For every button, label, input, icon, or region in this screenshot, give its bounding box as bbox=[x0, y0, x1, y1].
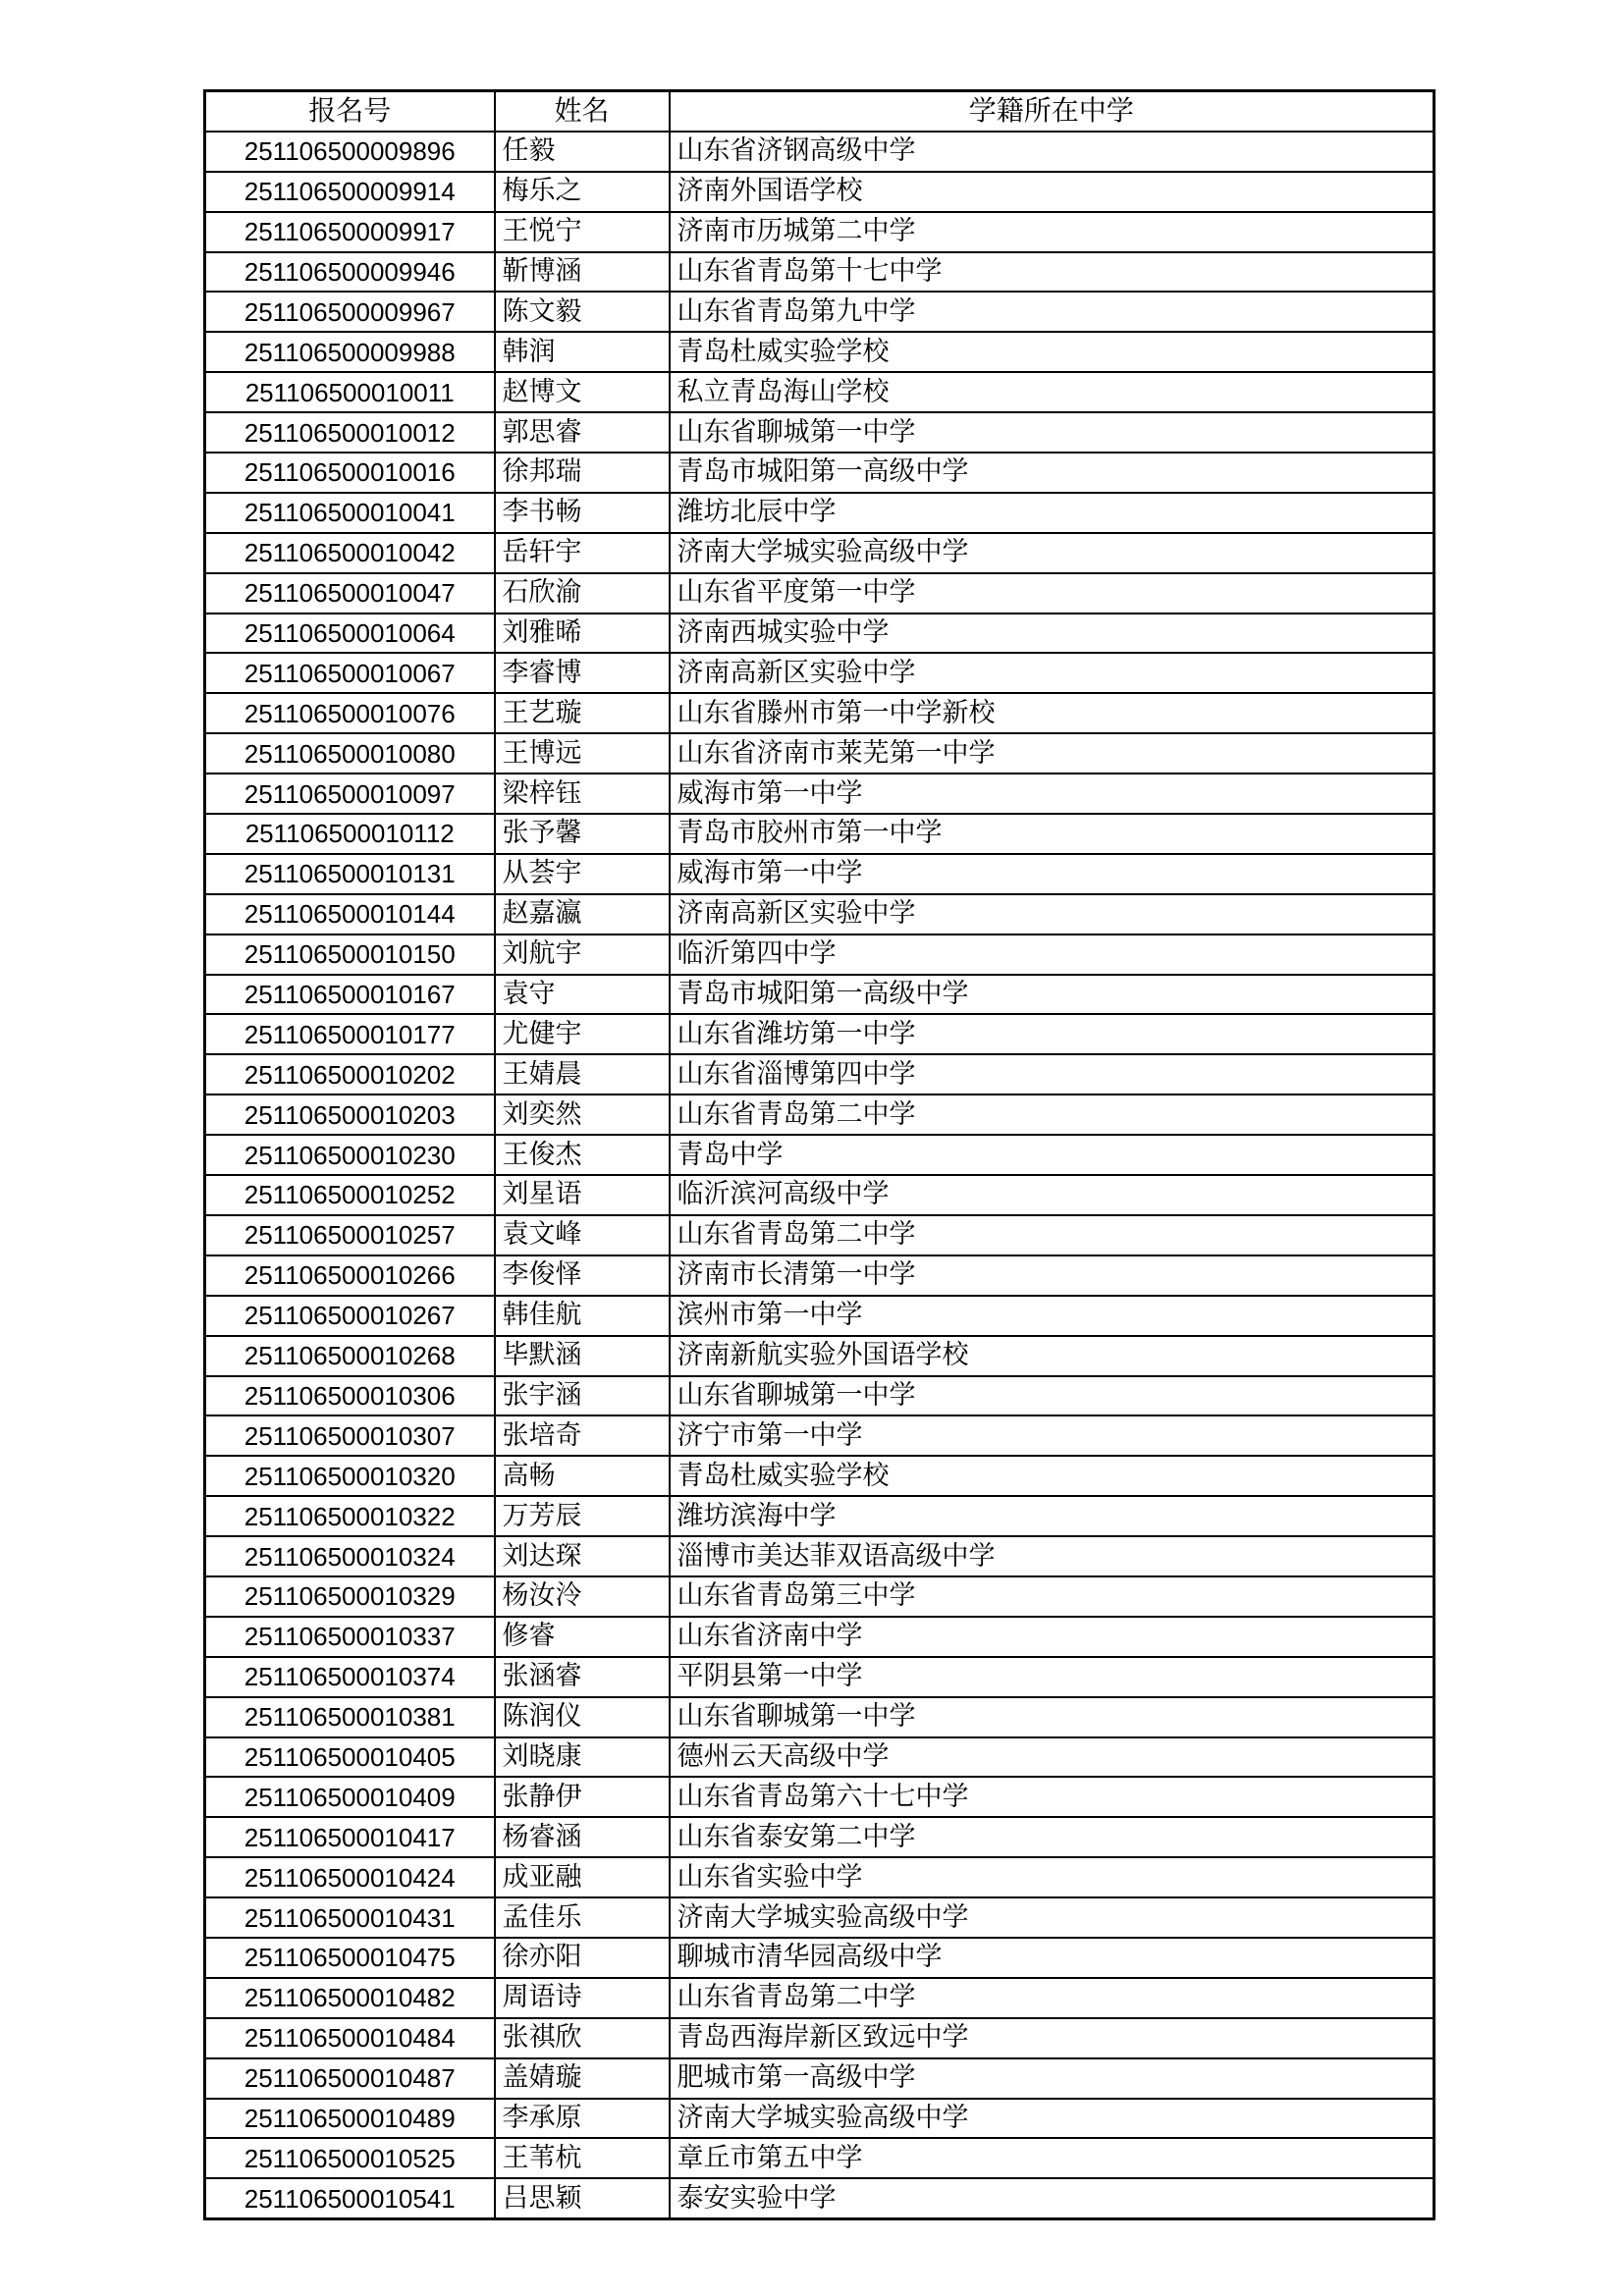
table-row bbox=[205, 172, 1435, 212]
school-name-cell: 私立青岛海山学校 bbox=[670, 372, 1435, 412]
student-name-cell: 韩润 bbox=[495, 332, 670, 372]
registration-number-cell: 251106500010097 bbox=[205, 774, 495, 814]
column-header-school: 学籍所在中学 bbox=[670, 91, 1435, 132]
school-name-cell: 济南高新区实验中学 bbox=[670, 653, 1435, 693]
student-name-cell: 岳轩宇 bbox=[495, 533, 670, 573]
student-name-cell: 梁梓钰 bbox=[495, 774, 670, 814]
student-name-cell: 刘晓康 bbox=[495, 1737, 670, 1778]
table-row bbox=[205, 1135, 1435, 1175]
table-row bbox=[205, 332, 1435, 372]
student-name-cell: 袁文峰 bbox=[495, 1215, 670, 1255]
school-name-cell: 山东省青岛第二中学 bbox=[670, 1978, 1435, 2018]
school-name-cell: 青岛西海岸新区致远中学 bbox=[670, 2018, 1435, 2058]
registration-number-cell: 251106500010417 bbox=[205, 1817, 495, 1857]
registration-number-cell: 251106500009946 bbox=[205, 252, 495, 293]
school-name-cell: 山东省平度第一中学 bbox=[670, 573, 1435, 614]
school-name-cell: 山东省聊城第一中学 bbox=[670, 412, 1435, 453]
table-row bbox=[205, 814, 1435, 854]
school-name-cell: 泰安实验中学 bbox=[670, 2178, 1435, 2218]
student-name-cell: 尤健宇 bbox=[495, 1014, 670, 1054]
registration-number-cell: 251106500010424 bbox=[205, 1857, 495, 1897]
table-row bbox=[205, 453, 1435, 493]
table-row bbox=[205, 1215, 1435, 1255]
student-name-cell: 石欣渝 bbox=[495, 573, 670, 614]
table-row bbox=[205, 934, 1435, 975]
table-row bbox=[205, 493, 1435, 533]
registration-number-cell: 251106500010064 bbox=[205, 614, 495, 654]
column-header-name: 姓名 bbox=[495, 91, 670, 132]
student-name-cell: 任毅 bbox=[495, 132, 670, 172]
table-row bbox=[205, 1336, 1435, 1376]
registration-number-cell: 251106500010475 bbox=[205, 1938, 495, 1978]
school-name-cell: 章丘市第五中学 bbox=[670, 2138, 1435, 2178]
registration-number-cell: 251106500010252 bbox=[205, 1175, 495, 1215]
registration-number-cell: 251106500010042 bbox=[205, 533, 495, 573]
student-name-cell: 王艺璇 bbox=[495, 693, 670, 733]
registration-number-cell: 251106500010482 bbox=[205, 1978, 495, 2018]
school-name-cell: 山东省实验中学 bbox=[670, 1857, 1435, 1897]
table-row bbox=[205, 1617, 1435, 1657]
school-name-cell: 威海市第一中学 bbox=[670, 774, 1435, 814]
school-name-cell: 潍坊滨海中学 bbox=[670, 1496, 1435, 1536]
table-row bbox=[205, 2138, 1435, 2178]
school-name-cell: 山东省青岛第二中学 bbox=[670, 1215, 1435, 1255]
table-row bbox=[205, 212, 1435, 252]
student-name-cell: 王悦宁 bbox=[495, 212, 670, 252]
registration-number-cell: 251106500009988 bbox=[205, 332, 495, 372]
table-body bbox=[205, 132, 1435, 2219]
registration-number-cell: 251106500010525 bbox=[205, 2138, 495, 2178]
school-name-cell: 山东省青岛第二中学 bbox=[670, 1095, 1435, 1135]
school-name-cell: 青岛杜威实验学校 bbox=[670, 1456, 1435, 1496]
header-row bbox=[205, 91, 1435, 132]
table-row bbox=[205, 132, 1435, 172]
school-name-cell: 威海市第一中学 bbox=[670, 854, 1435, 894]
registration-number-cell: 251106500010374 bbox=[205, 1657, 495, 1697]
student-name-cell: 赵嘉瀛 bbox=[495, 894, 670, 934]
registration-number-cell: 251106500010487 bbox=[205, 2058, 495, 2099]
registration-number-cell: 251106500010112 bbox=[205, 814, 495, 854]
student-name-cell: 刘达琛 bbox=[495, 1536, 670, 1576]
school-name-cell: 山东省青岛第六十七中学 bbox=[670, 1777, 1435, 1817]
registration-number-cell: 251106500010320 bbox=[205, 1456, 495, 1496]
table-row bbox=[205, 2058, 1435, 2099]
registration-number-cell: 251106500009967 bbox=[205, 292, 495, 332]
school-name-cell: 济南新航实验外国语学校 bbox=[670, 1336, 1435, 1376]
school-name-cell: 济南大学城实验高级中学 bbox=[670, 533, 1435, 573]
registration-number-cell: 251106500010131 bbox=[205, 854, 495, 894]
school-name-cell: 青岛杜威实验学校 bbox=[670, 332, 1435, 372]
table-row bbox=[205, 2018, 1435, 2058]
registration-number-cell: 251106500010167 bbox=[205, 975, 495, 1015]
school-name-cell: 临沂滨河高级中学 bbox=[670, 1175, 1435, 1215]
registration-number-cell: 251106500010080 bbox=[205, 733, 495, 774]
school-name-cell: 青岛市胶州市第一中学 bbox=[670, 814, 1435, 854]
registration-number-cell: 251106500009896 bbox=[205, 132, 495, 172]
student-name-cell: 李书畅 bbox=[495, 493, 670, 533]
table-row bbox=[205, 1175, 1435, 1215]
registration-number-cell: 251106500010150 bbox=[205, 934, 495, 975]
registration-number-cell: 251106500010431 bbox=[205, 1897, 495, 1938]
table-row bbox=[205, 1978, 1435, 2018]
student-name-cell: 高畅 bbox=[495, 1456, 670, 1496]
student-name-cell: 郭思睿 bbox=[495, 412, 670, 453]
registration-number-cell: 251106500010144 bbox=[205, 894, 495, 934]
school-name-cell: 青岛中学 bbox=[670, 1135, 1435, 1175]
student-name-cell: 杨汝泠 bbox=[495, 1576, 670, 1617]
registration-number-cell: 251106500010202 bbox=[205, 1054, 495, 1095]
school-name-cell: 潍坊北辰中学 bbox=[670, 493, 1435, 533]
table-row bbox=[205, 975, 1435, 1015]
table-row bbox=[205, 733, 1435, 774]
registration-number-cell: 251106500010268 bbox=[205, 1336, 495, 1376]
student-name-cell: 吕思颖 bbox=[495, 2178, 670, 2218]
registration-number-cell: 251106500010324 bbox=[205, 1536, 495, 1576]
table-row bbox=[205, 372, 1435, 412]
school-name-cell: 山东省济南市莱芜第一中学 bbox=[670, 733, 1435, 774]
school-name-cell: 济南高新区实验中学 bbox=[670, 894, 1435, 934]
student-name-cell: 陈润仪 bbox=[495, 1697, 670, 1737]
student-roster-table bbox=[203, 89, 1435, 2220]
table-row bbox=[205, 1817, 1435, 1857]
school-name-cell: 山东省聊城第一中学 bbox=[670, 1697, 1435, 1737]
school-name-cell: 德州云天高级中学 bbox=[670, 1737, 1435, 1778]
table-row bbox=[205, 1657, 1435, 1697]
table-row bbox=[205, 1857, 1435, 1897]
table-row bbox=[205, 653, 1435, 693]
school-name-cell: 山东省青岛第三中学 bbox=[670, 1576, 1435, 1617]
registration-number-cell: 251106500010484 bbox=[205, 2018, 495, 2058]
student-name-cell: 从荟宇 bbox=[495, 854, 670, 894]
registration-number-cell: 251106500010409 bbox=[205, 1777, 495, 1817]
school-name-cell: 济南西城实验中学 bbox=[670, 614, 1435, 654]
student-name-cell: 刘雅晞 bbox=[495, 614, 670, 654]
table-row bbox=[205, 1376, 1435, 1416]
student-name-cell: 袁守 bbox=[495, 975, 670, 1015]
table-row bbox=[205, 1255, 1435, 1296]
table-row bbox=[205, 854, 1435, 894]
registration-number-cell: 251106500010203 bbox=[205, 1095, 495, 1135]
table-row bbox=[205, 1737, 1435, 1778]
registration-number-cell: 251106500009917 bbox=[205, 212, 495, 252]
student-name-cell: 刘星语 bbox=[495, 1175, 670, 1215]
school-name-cell: 肥城市第一高级中学 bbox=[670, 2058, 1435, 2099]
school-name-cell: 山东省泰安第二中学 bbox=[670, 1817, 1435, 1857]
registration-number-cell: 251106500010322 bbox=[205, 1496, 495, 1536]
student-name-cell: 周语诗 bbox=[495, 1978, 670, 2018]
school-name-cell: 平阴县第一中学 bbox=[670, 1657, 1435, 1697]
table-row bbox=[205, 1938, 1435, 1978]
student-name-cell: 王博远 bbox=[495, 733, 670, 774]
table-row bbox=[205, 252, 1435, 293]
school-name-cell: 滨州市第一中学 bbox=[670, 1296, 1435, 1336]
student-name-cell: 徐亦阳 bbox=[495, 1938, 670, 1978]
table-row bbox=[205, 573, 1435, 614]
column-header-registration-number: 报名号 bbox=[205, 91, 495, 132]
registration-number-cell: 251106500010012 bbox=[205, 412, 495, 453]
school-name-cell: 济南外国语学校 bbox=[670, 172, 1435, 212]
student-name-cell: 梅乐之 bbox=[495, 172, 670, 212]
student-name-cell: 修睿 bbox=[495, 1617, 670, 1657]
table-row bbox=[205, 1014, 1435, 1054]
school-name-cell: 济南市长清第一中学 bbox=[670, 1255, 1435, 1296]
student-name-cell: 李承原 bbox=[495, 2099, 670, 2139]
student-name-cell: 李俊怿 bbox=[495, 1255, 670, 1296]
student-name-cell: 毕默涵 bbox=[495, 1336, 670, 1376]
registration-number-cell: 251106500010067 bbox=[205, 653, 495, 693]
table-row bbox=[205, 1536, 1435, 1576]
school-name-cell: 聊城市清华园高级中学 bbox=[670, 1938, 1435, 1978]
school-name-cell: 山东省济钢高级中学 bbox=[670, 132, 1435, 172]
table-row bbox=[205, 774, 1435, 814]
student-name-cell: 张宇涵 bbox=[495, 1376, 670, 1416]
school-name-cell: 青岛市城阳第一高级中学 bbox=[670, 975, 1435, 1015]
school-name-cell: 山东省淄博第四中学 bbox=[670, 1054, 1435, 1095]
student-name-cell: 张静伊 bbox=[495, 1777, 670, 1817]
student-name-cell: 张予馨 bbox=[495, 814, 670, 854]
student-name-cell: 王婧晨 bbox=[495, 1054, 670, 1095]
table-row bbox=[205, 1777, 1435, 1817]
student-name-cell: 靳博涵 bbox=[495, 252, 670, 293]
registration-number-cell: 251106500010405 bbox=[205, 1737, 495, 1778]
school-name-cell: 山东省聊城第一中学 bbox=[670, 1376, 1435, 1416]
student-name-cell: 杨睿涵 bbox=[495, 1817, 670, 1857]
table-row bbox=[205, 2178, 1435, 2218]
table-row bbox=[205, 894, 1435, 934]
school-name-cell: 山东省青岛第九中学 bbox=[670, 292, 1435, 332]
registration-number-cell: 251106500009914 bbox=[205, 172, 495, 212]
table-header bbox=[205, 91, 1435, 132]
table-row bbox=[205, 614, 1435, 654]
school-name-cell: 青岛市城阳第一高级中学 bbox=[670, 453, 1435, 493]
registration-number-cell: 251106500010541 bbox=[205, 2178, 495, 2218]
student-name-cell: 盖婧璇 bbox=[495, 2058, 670, 2099]
registration-number-cell: 251106500010076 bbox=[205, 693, 495, 733]
table-row bbox=[205, 1697, 1435, 1737]
registration-number-cell: 251106500010257 bbox=[205, 1215, 495, 1255]
registration-number-cell: 251106500010381 bbox=[205, 1697, 495, 1737]
table-row bbox=[205, 1576, 1435, 1617]
student-name-cell: 张祺欣 bbox=[495, 2018, 670, 2058]
table-row bbox=[205, 1296, 1435, 1336]
registration-number-cell: 251106500010267 bbox=[205, 1296, 495, 1336]
table-row bbox=[205, 533, 1435, 573]
table-row bbox=[205, 693, 1435, 733]
student-name-cell: 张涵睿 bbox=[495, 1657, 670, 1697]
school-name-cell: 临沂第四中学 bbox=[670, 934, 1435, 975]
table-row bbox=[205, 1054, 1435, 1095]
school-name-cell: 山东省潍坊第一中学 bbox=[670, 1014, 1435, 1054]
student-name-cell: 韩佳航 bbox=[495, 1296, 670, 1336]
table-row bbox=[205, 1897, 1435, 1938]
registration-number-cell: 251106500010306 bbox=[205, 1376, 495, 1416]
student-name-cell: 刘奕然 bbox=[495, 1095, 670, 1135]
school-name-cell: 济南市历城第二中学 bbox=[670, 212, 1435, 252]
student-name-cell: 王俊杰 bbox=[495, 1135, 670, 1175]
registration-number-cell: 251106500010489 bbox=[205, 2099, 495, 2139]
school-name-cell: 济南大学城实验高级中学 bbox=[670, 1897, 1435, 1938]
student-name-cell: 王苇杭 bbox=[495, 2138, 670, 2178]
table-row bbox=[205, 412, 1435, 453]
student-name-cell: 李睿博 bbox=[495, 653, 670, 693]
student-name-cell: 万芳辰 bbox=[495, 1496, 670, 1536]
student-name-cell: 张培奇 bbox=[495, 1415, 670, 1456]
registration-number-cell: 251106500010230 bbox=[205, 1135, 495, 1175]
student-name-cell: 陈文毅 bbox=[495, 292, 670, 332]
student-name-cell: 孟佳乐 bbox=[495, 1897, 670, 1938]
registration-number-cell: 251106500010337 bbox=[205, 1617, 495, 1657]
student-name-cell: 刘航宇 bbox=[495, 934, 670, 975]
registration-number-cell: 251106500010041 bbox=[205, 493, 495, 533]
registration-number-cell: 251106500010047 bbox=[205, 573, 495, 614]
registration-number-cell: 251106500010307 bbox=[205, 1415, 495, 1456]
registration-number-cell: 251106500010329 bbox=[205, 1576, 495, 1617]
table-row bbox=[205, 1095, 1435, 1135]
school-name-cell: 山东省青岛第十七中学 bbox=[670, 252, 1435, 293]
registration-number-cell: 251106500010011 bbox=[205, 372, 495, 412]
registration-number-cell: 251106500010016 bbox=[205, 453, 495, 493]
student-name-cell: 赵博文 bbox=[495, 372, 670, 412]
table-row bbox=[205, 2099, 1435, 2139]
table-row bbox=[205, 1496, 1435, 1536]
student-name-cell: 成亚融 bbox=[495, 1857, 670, 1897]
table-row bbox=[205, 1415, 1435, 1456]
school-name-cell: 济南大学城实验高级中学 bbox=[670, 2099, 1435, 2139]
school-name-cell: 山东省济南中学 bbox=[670, 1617, 1435, 1657]
school-name-cell: 淄博市美达菲双语高级中学 bbox=[670, 1536, 1435, 1576]
school-name-cell: 济宁市第一中学 bbox=[670, 1415, 1435, 1456]
table-row bbox=[205, 1456, 1435, 1496]
student-name-cell: 徐邦瑞 bbox=[495, 453, 670, 493]
registration-number-cell: 251106500010177 bbox=[205, 1014, 495, 1054]
school-name-cell: 山东省滕州市第一中学新校 bbox=[670, 693, 1435, 733]
registration-number-cell: 251106500010266 bbox=[205, 1255, 495, 1296]
table-row bbox=[205, 292, 1435, 332]
